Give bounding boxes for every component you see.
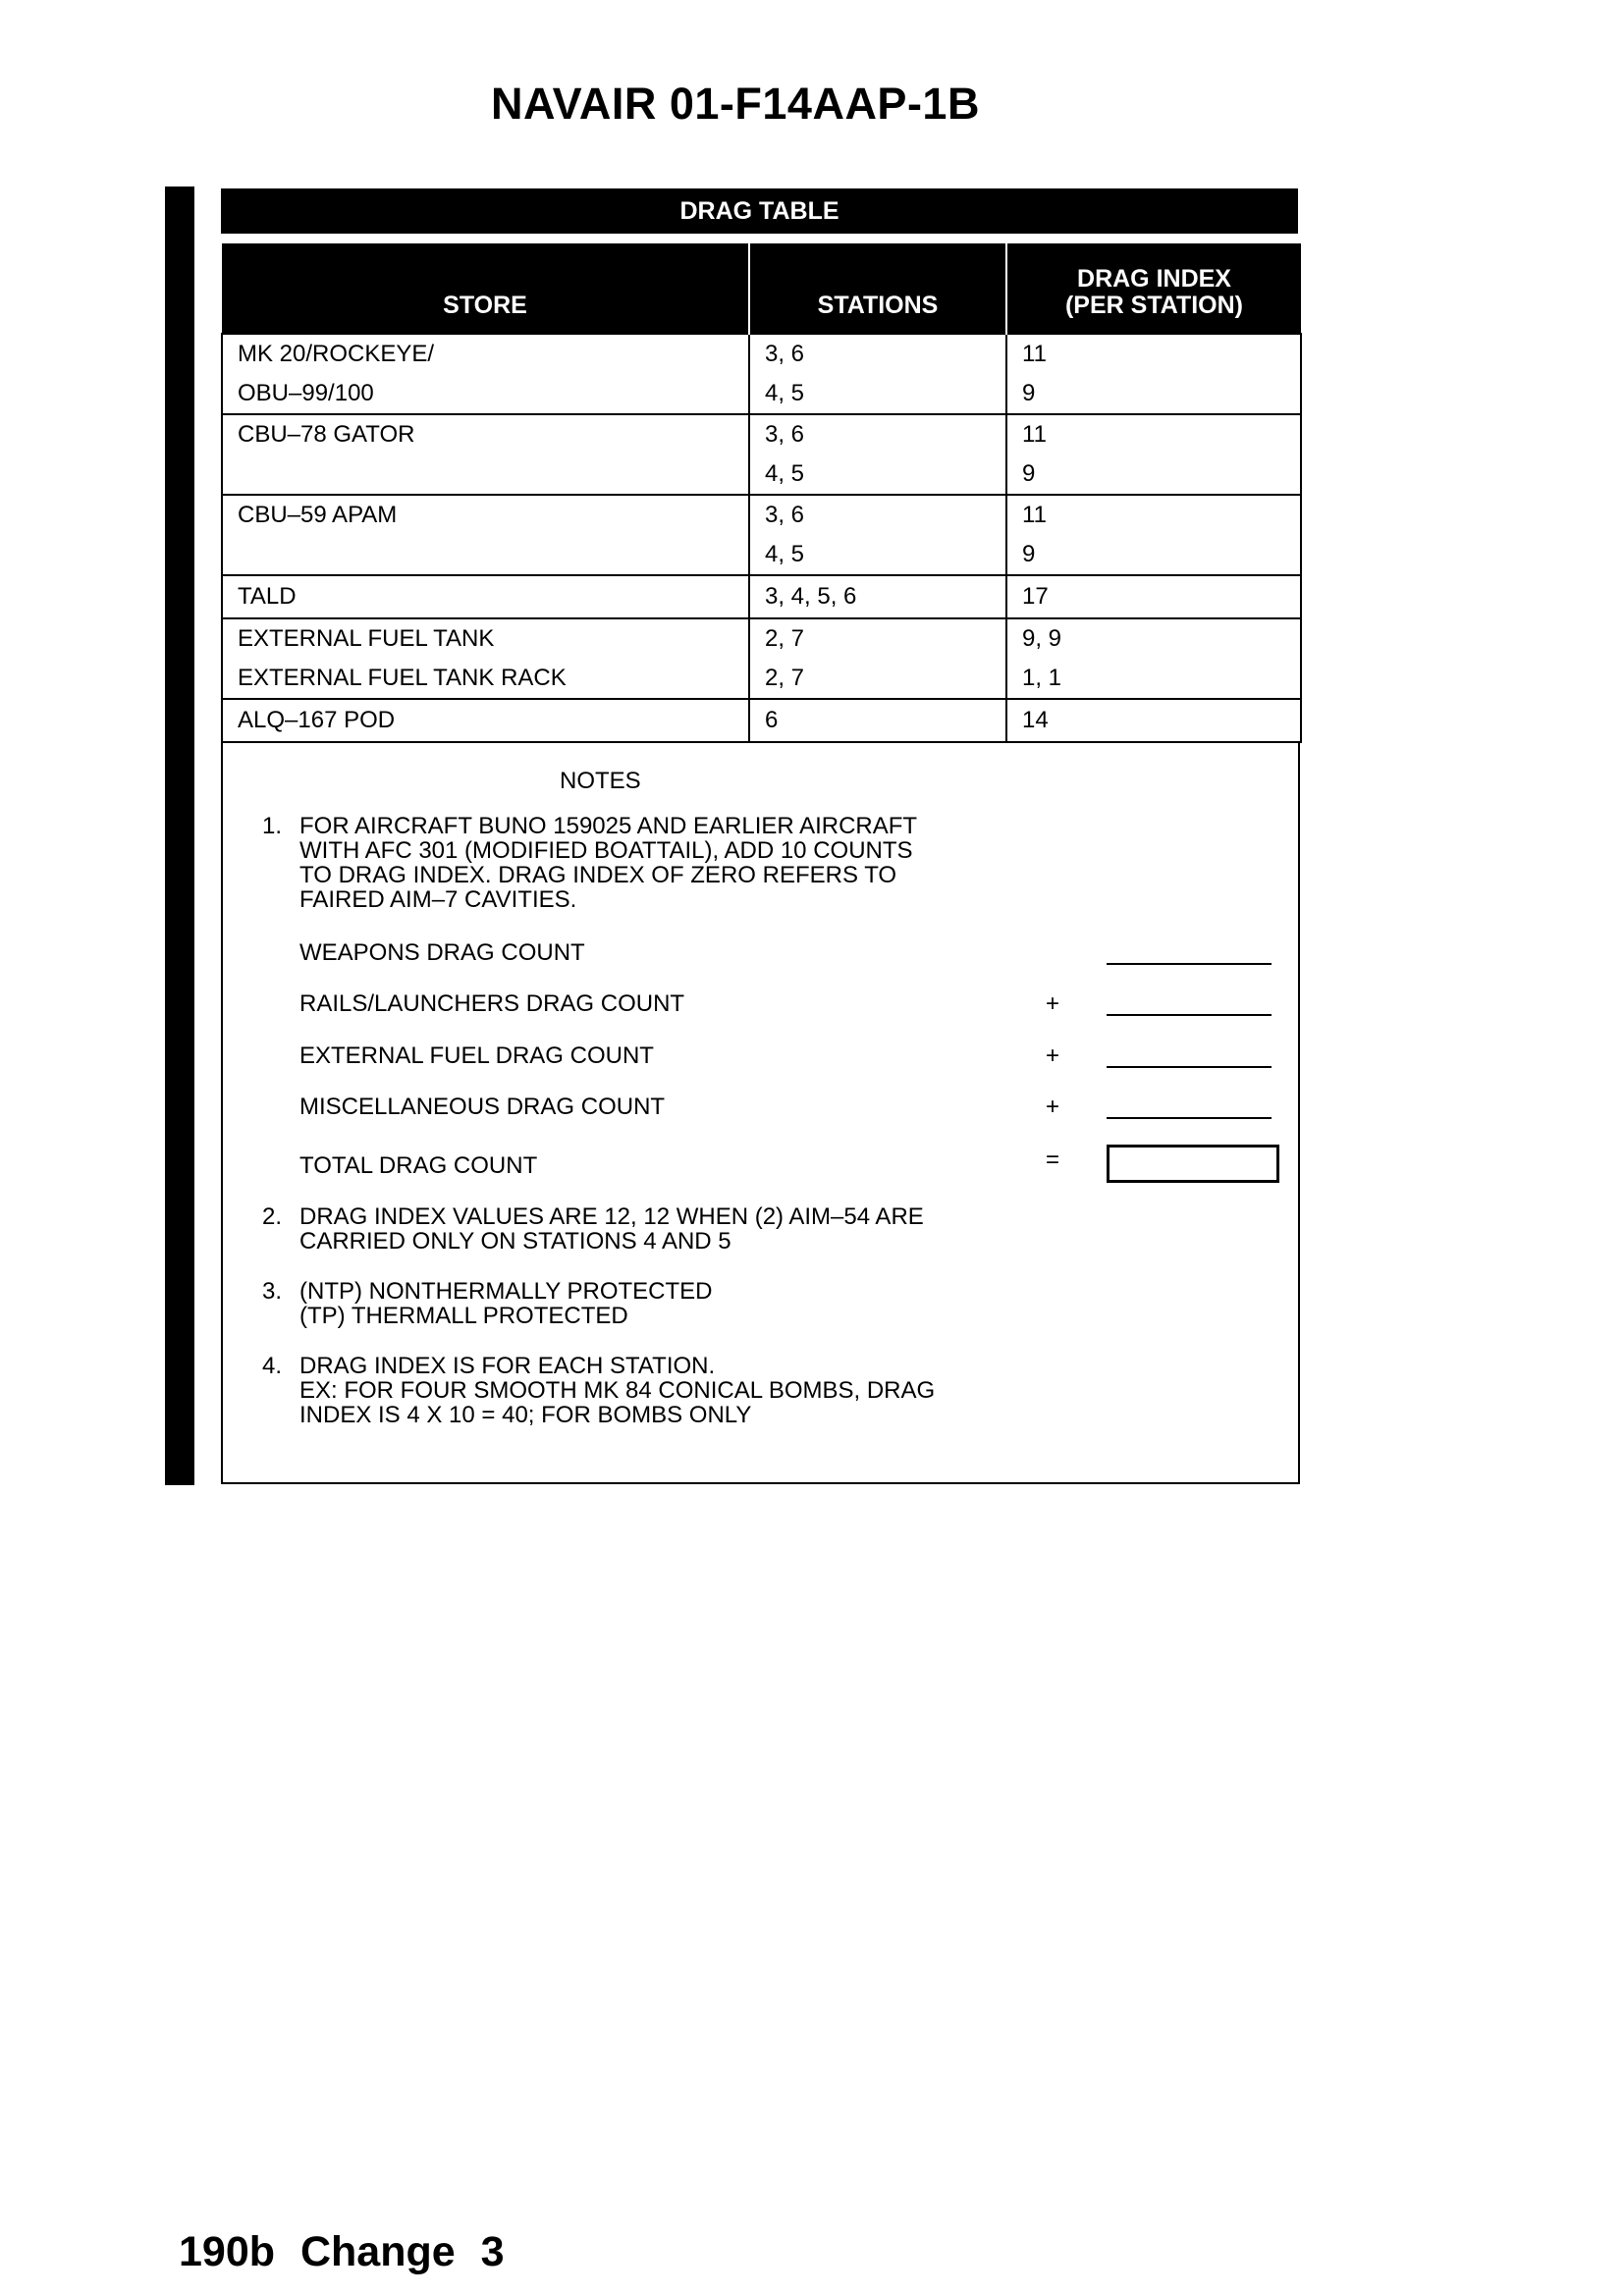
drag-index-header-line2: (PER STATION) (1064, 292, 1243, 319)
note-number: 1. (262, 813, 283, 839)
stations-line: 4, 5 (765, 460, 805, 487)
count-operator: + (1046, 1042, 1060, 1069)
drag-line: 9 (1022, 380, 1036, 406)
table-row (222, 414, 1301, 495)
column-header-stations: STATIONS (749, 243, 1006, 334)
drag-index-header-line1: DRAG INDEX (1077, 265, 1231, 293)
table-title: DRAG TABLE (221, 188, 1298, 234)
store-cell (222, 414, 749, 495)
store-cell (222, 334, 749, 414)
store-line: CBU–59 APAM (238, 502, 398, 528)
count-label: RAILS/LAUNCHERS DRAG COUNT (299, 990, 685, 1017)
store-cell (222, 575, 749, 618)
note-text: DRAG INDEX VALUES ARE 12, 12 WHEN (2) AIM–54 ARE CARRIED ONLY ON STATIONS 4 AND 5 (299, 1203, 924, 1255)
note-text: DRAG INDEX IS FOR EACH STATION. EX: FOR FOUR SMOOTH MK 84 CONICAL BOMBS, DRAG INDEX IS 4 X 10 = 40; FOR BOMBS ONLY (299, 1353, 936, 1428)
count-blank-line (1107, 963, 1272, 965)
table-row (222, 699, 1301, 742)
count-operator: + (1046, 990, 1060, 1017)
stations-cell (749, 414, 1006, 495)
stations-line: 2, 7 (765, 625, 805, 652)
count-label: WEAPONS DRAG COUNT (299, 939, 585, 966)
stations-cell (749, 618, 1006, 699)
stations-line: 6 (765, 707, 779, 733)
count-label: EXTERNAL FUEL DRAG COUNT (299, 1042, 654, 1069)
table-row (222, 495, 1301, 575)
count-row-weapons (299, 939, 1281, 969)
stations-cell (749, 575, 1006, 618)
drag-index-cell (1006, 495, 1301, 575)
count-row-miscellaneous (299, 1094, 1281, 1123)
count-label: MISCELLANEOUS DRAG COUNT (299, 1094, 666, 1120)
table-row (222, 618, 1301, 699)
store-line: MK 20/ROCKEYE/ (238, 341, 435, 367)
table-header-row (222, 243, 1301, 334)
column-header-drag-index (1006, 243, 1301, 334)
count-label: TOTAL DRAG COUNT (299, 1152, 538, 1179)
count-row-total (299, 1147, 1281, 1182)
note-number: 3. (262, 1278, 283, 1305)
stations-cell (749, 334, 1006, 414)
drag-line: 17 (1022, 583, 1049, 610)
stations-cell (749, 495, 1006, 575)
page-footer: 190b Change 3 (179, 2228, 505, 2275)
change-bar (165, 187, 194, 1485)
column-header-store: STORE (222, 243, 749, 334)
store-line (238, 454, 748, 494)
drag-line: 1, 1 (1022, 665, 1062, 691)
drag-line: 9 (1022, 541, 1036, 567)
drag-index-cell (1006, 414, 1301, 495)
notes-box (221, 743, 1300, 1484)
drag-table (221, 243, 1302, 743)
stations-line: 2, 7 (765, 665, 805, 691)
stations-line: 4, 5 (765, 541, 805, 567)
count-row-external-fuel (299, 1042, 1281, 1072)
note-number: 2. (262, 1203, 283, 1230)
total-count-box (1107, 1145, 1279, 1183)
store-line: EXTERNAL FUEL TANK RACK (238, 665, 567, 691)
drag-line: 11 (1022, 502, 1047, 528)
store-line (238, 535, 748, 574)
document-id: NAVAIR 01-F14AAP-1B (491, 79, 980, 129)
stations-line: 3, 6 (765, 421, 805, 448)
drag-line: 9 (1022, 460, 1036, 487)
drag-line: 14 (1022, 707, 1049, 733)
note-number: 4. (262, 1353, 283, 1379)
drag-index-cell (1006, 618, 1301, 699)
store-cell (222, 618, 749, 699)
count-blank-line (1107, 1066, 1272, 1068)
count-operator: = (1046, 1147, 1060, 1173)
stations-cell (749, 699, 1006, 742)
stations-line: 3, 6 (765, 341, 805, 367)
drag-line: 11 (1022, 421, 1047, 448)
note-text: FOR AIRCRAFT BUNO 159025 AND EARLIER AIRCRAFT WITH AFC 301 (MODIFIED BOATTAIL), ADD 10 COUNTS TO DRAG INDEX. DRAG INDEX OF ZERO REFERS TO FAIRED AIM–7 CAVITIES. (299, 813, 918, 913)
store-line: OBU–99/100 (238, 380, 374, 406)
count-blank-line (1107, 1117, 1272, 1119)
count-row-rails-launchers (299, 990, 1281, 1020)
note-text: (NTP) NONTHERMALLY PROTECTED (TP) THERMALL PROTECTED (299, 1278, 713, 1329)
table-row (222, 334, 1301, 414)
table-row (222, 575, 1301, 618)
count-blank-line (1107, 1014, 1272, 1016)
store-line: CBU–78 GATOR (238, 421, 415, 448)
store-line: ALQ–167 POD (238, 707, 396, 733)
store-line: EXTERNAL FUEL TANK (238, 625, 495, 652)
count-operator: + (1046, 1094, 1060, 1120)
store-cell (222, 699, 749, 742)
drag-index-cell (1006, 575, 1301, 618)
drag-line: 11 (1022, 341, 1047, 367)
notes-heading: NOTES (560, 768, 641, 794)
drag-index-cell (1006, 334, 1301, 414)
stations-line: 3, 4, 5, 6 (765, 583, 857, 610)
store-line: TALD (238, 583, 297, 610)
store-cell (222, 495, 749, 575)
stations-line: 3, 6 (765, 502, 805, 528)
stations-line: 4, 5 (765, 380, 805, 406)
drag-line: 9, 9 (1022, 625, 1062, 652)
drag-index-cell (1006, 699, 1301, 742)
